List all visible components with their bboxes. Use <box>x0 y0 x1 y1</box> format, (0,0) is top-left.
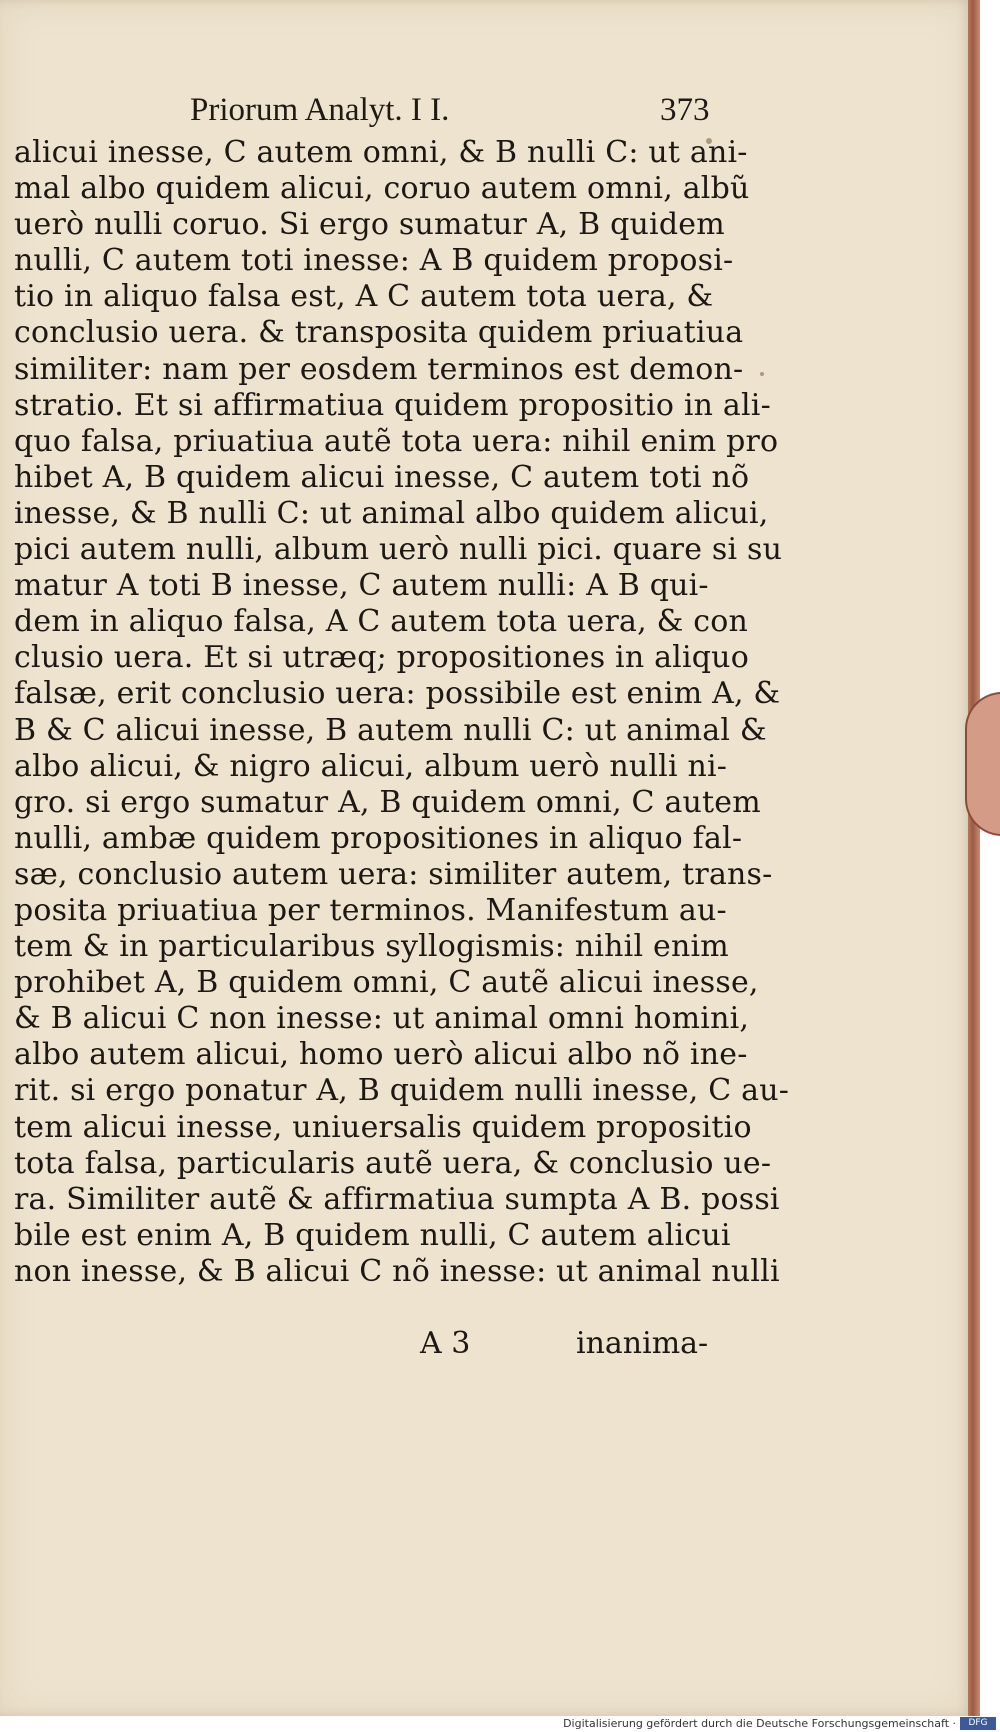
text-line: quo falsa, priuatiua autẽ tota uera: nihil enim pro <box>14 423 779 459</box>
text-line: bile est enim A, B quidem nulli, C autem alicui <box>14 1217 731 1253</box>
running-head <box>190 92 730 132</box>
text-line: matur A toti B inesse, C autem nulli: A B qui- <box>14 568 709 604</box>
page-number: 373 <box>660 92 710 128</box>
text-line: tio in aliquo falsa est, A C autem tota uera, & <box>14 279 714 315</box>
text-line: hibet A, B quidem alicui inesse, C autem toti nõ <box>14 459 750 495</box>
text-line: stratio. Et si affirmatiua quidem propositio in ali- <box>14 387 771 423</box>
digitization-credit: Digitalisierung gefördert durch die Deutsche Forschungsgemeinschaft · <box>563 1717 956 1730</box>
text-line: sæ, conclusio autem uera: similiter autem, trans- <box>14 856 773 892</box>
catchword: inanima- <box>576 1326 709 1361</box>
text-line: dem in aliquo falsa, A C autem tota uera, & con <box>14 604 749 640</box>
text-line: pici autem nulli, album uerò nulli pici. quare si su <box>14 532 783 568</box>
text-line: inesse, & B nulli C: ut animal albo quidem alicui, <box>14 495 769 531</box>
text-line: clusio uera. Et si utræq; propositiones in aliquo <box>14 640 749 676</box>
text-line: tem & in particularibus syllogismis: nihil enim <box>14 929 729 965</box>
text-line: posita priuatiua per terminos. Manifestum au- <box>14 892 727 928</box>
page-tab <box>965 692 1000 836</box>
page-edge <box>968 0 980 1716</box>
text-line: B & C alicui inesse, B autem nulli C: ut animal & <box>14 712 767 748</box>
text-line: nulli, ambæ quidem propositiones in aliquo fal- <box>14 820 743 856</box>
body-text <box>14 135 790 1290</box>
running-title: Priorum Analyt. I I. <box>190 92 450 128</box>
signature-mark: A 3 <box>420 1326 471 1361</box>
text-line: gro. si ergo sumatur A, B quidem omni, C autem <box>14 784 761 820</box>
text-line: similiter: nam per eosdem terminos est demon- <box>14 351 744 387</box>
text-line: albo alicui, & nigro alicui, album uerò nulli ni- <box>14 748 728 784</box>
text-line: mal albo quidem alicui, coruo autem omni, albũ <box>14 171 750 207</box>
text-line: ra. Similiter autẽ & affirmatiua sumpta A B. possi <box>14 1181 780 1217</box>
catchline <box>14 1326 734 1366</box>
text-line: rit. si ergo ponatur A, B quidem nulli inesse, C au- <box>14 1073 790 1109</box>
text-line: prohibet A, B quidem omni, C autẽ alicui inesse, <box>14 965 759 1001</box>
text-line: non inesse, & B alicui C nõ inesse: ut animal nulli <box>14 1253 780 1289</box>
text-line: albo autem alicui, homo uerò alicui albo nõ ine- <box>14 1037 748 1073</box>
dfg-logo: DFG <box>960 1717 996 1730</box>
text-line: & B alicui C non inesse: ut animal omni homini, <box>14 1001 750 1037</box>
text-line: tota falsa, particularis autẽ uera, & conclusio ue- <box>14 1145 772 1181</box>
text-line: uerò nulli coruo. Si ergo sumatur A, B quidem <box>14 207 725 243</box>
text-line: conclusio uera. & transposita quidem priuatiua <box>14 315 744 351</box>
text-line: nulli, C autem toti inesse: A B quidem proposi- <box>14 243 734 279</box>
paper-speck <box>760 372 764 376</box>
text-line: falsæ, erit conclusio uera: possibile est enim A, & <box>14 676 781 712</box>
text-line: tem alicui inesse, uniuersalis quidem propositio <box>14 1109 752 1145</box>
text-line: alicui inesse, C autem omni, & B nulli C: ut ani- <box>14 135 748 170</box>
